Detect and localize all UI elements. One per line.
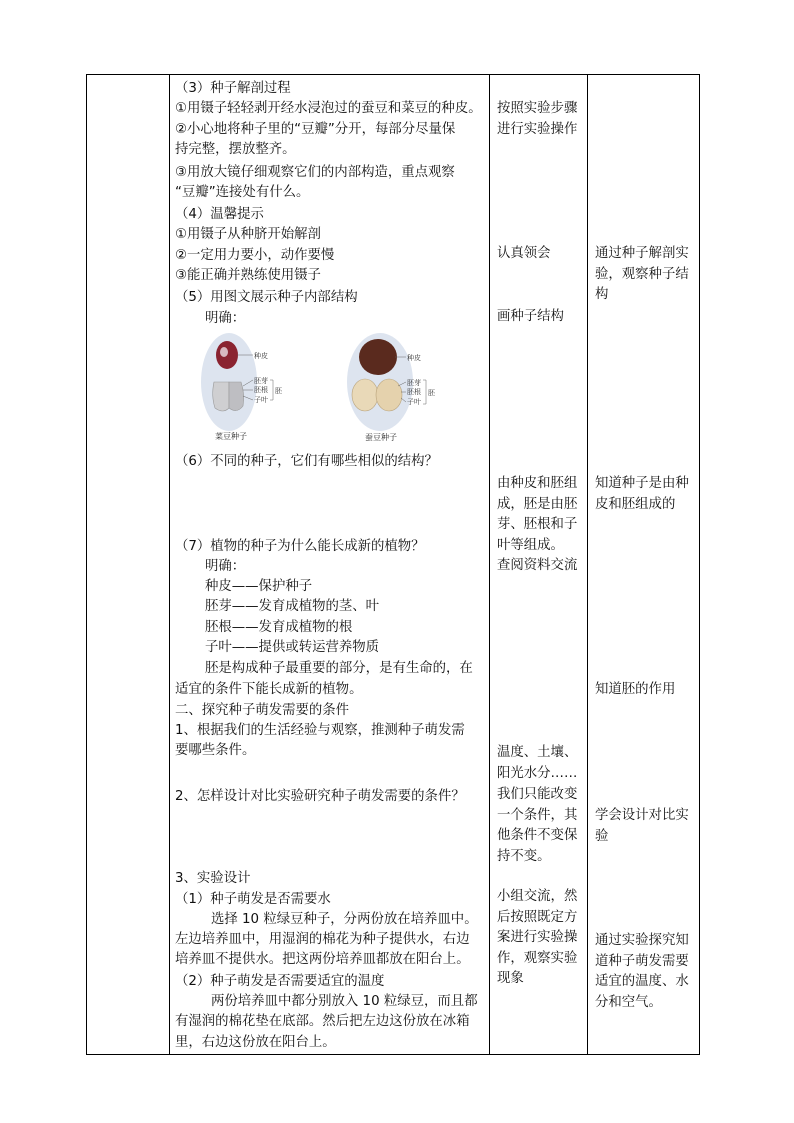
kb-label-embryo: 胚	[275, 387, 282, 395]
kb-caption: 菜豆种子	[215, 432, 247, 441]
bb-label-plumule: 胚芽	[407, 379, 421, 387]
activity-experiment: 按照实验步骤进行实验操作	[497, 101, 578, 137]
step-4-line-3: ③能正确并熟练使用镊子	[175, 268, 321, 283]
step-7-title: （7）植物的种子为什么能长成新的植物？	[175, 539, 425, 554]
activity-group-exchange: 小组交流，然后按照既定方案进行实验操作，观察实验现象	[497, 889, 578, 986]
step-3-title: （3）种子解剖过程	[175, 81, 291, 96]
step-3-line-3a: ③用放大镜仔细观察它们的内部构造，重点观察	[175, 165, 455, 180]
experiment-2-title: （2）种子萌发是否需要适宜的温度	[175, 974, 385, 989]
step-3-line-3b: “豆瓣”连接处有什么。	[175, 185, 310, 200]
step-3-line-1: ①用镊子轻轻剥开经水浸泡过的蚕豆和菜豆的种皮。	[175, 101, 482, 116]
intent-embryo-role: 知道胚的作用	[595, 682, 676, 697]
part-2-q1a: 1、根据我们的生活经验与观察，推测种子萌发需	[175, 723, 465, 738]
column-divider-2	[489, 75, 490, 1054]
step-3-line-2b: 持完整，摆放整齐。	[175, 142, 296, 157]
intent-germination-conditions: 通过实验探究知道种子萌发需要适宜的温度、水分和空气。	[595, 933, 689, 1010]
experiment-2-line-2: 有湿润的棉花垫在底部。然后把左边这份放在冰箱	[175, 1014, 470, 1029]
part-2-q2: 2、怎样设计对比实验研究种子萌发需要的条件？	[175, 789, 465, 804]
step-7-line-5b: 适宜的条件下能长成新的植物。	[175, 682, 363, 697]
bb-caption: 蚕豆种子	[365, 433, 397, 442]
intent-design-experiment: 学会设计对比实验	[595, 808, 689, 844]
part-2-q3: 3、实验设计	[175, 871, 251, 886]
broad-bean-seed-diagram	[343, 330, 453, 445]
kb-label-radicle: 胚根	[254, 386, 268, 394]
step-7-line-4: 子叶——提供或转运营养物质	[205, 640, 380, 655]
step-7-ming: 明确：	[205, 559, 246, 574]
step-5-title: （5）用图文展示种子内部结构	[175, 290, 358, 305]
activity-understand: 认真领会	[497, 246, 551, 261]
column-divider-1	[169, 75, 170, 1054]
part-2-q1b: 要哪些条件。	[175, 743, 256, 758]
experiment-1-line-2: 左边培养皿中，用湿润的棉花为种子提供水，右边	[175, 932, 470, 947]
step-5-ming: 明确：	[205, 311, 246, 326]
activity-conditions-guess: 温度、土壤、阳光水分……	[497, 745, 578, 781]
bb-label-embryo: 胚	[428, 389, 435, 397]
experiment-1-line-3: 培养皿不提供水。把这两份培养皿都放在阳台上。	[175, 952, 470, 967]
activity-research: 查阅资料交流	[497, 558, 578, 573]
bb-label-seedcoat: 种皮	[407, 354, 421, 362]
step-3-line-2a: ②小心地将种子里的“豆瓣”分开，每部分尽量保	[175, 122, 456, 137]
activity-draw-structure: 画种子结构	[497, 309, 564, 324]
experiment-2-line-3: 里，右边这份放在阳台上。	[175, 1035, 336, 1050]
experiment-1-line-1: 选择 10 粒绿豆种子，分两份放在培养皿中。	[211, 912, 478, 927]
bb-label-cotyledon: 子叶	[407, 398, 421, 406]
step-7-line-2: 胚芽——发育成植物的茎、叶	[205, 599, 380, 614]
step-6-title: （6）不同的种子，它们有哪些相似的结构？	[175, 454, 438, 469]
kb-label-plumule: 胚芽	[254, 377, 268, 385]
kb-label-seedcoat: 种皮	[254, 352, 268, 360]
step-4-title: （4）温馨提示	[175, 207, 264, 222]
step-7-line-3: 胚根——发育成植物的根	[205, 620, 353, 635]
step-4-line-1: ①用镊子从种脐开始解剖	[175, 227, 321, 242]
activity-control-variable: 我们只能改变一个条件，其他条件不变保持不变。	[497, 787, 578, 864]
kb-label-cotyledon: 子叶	[254, 396, 268, 404]
activity-seed-composition: 由种皮和胚组成，胚是由胚芽、胚根和子叶等组成。	[497, 476, 578, 553]
bb-label-radicle: 胚根	[407, 388, 421, 396]
step-7-line-5a: 胚是构成种子最重要的部分，是有生命的，在	[205, 661, 473, 676]
intent-observe-structure: 通过种子解剖实验，观察种子结构	[595, 246, 689, 302]
step-7-line-1: 种皮——保护种子	[205, 579, 313, 594]
part-2-title: 二、探究种子萌发需要的条件	[175, 703, 350, 718]
experiment-2-line-1: 两份培养皿中都分别放入 10 粒绿豆，而且都	[211, 994, 478, 1009]
kidney-bean-seed-diagram	[197, 330, 307, 445]
experiment-1-title: （1）种子萌发是否需要水	[175, 892, 331, 907]
intent-seed-composition: 知道种子是由种皮和胚组成的	[595, 476, 689, 512]
lesson-table	[86, 74, 700, 1055]
step-4-line-2: ②一定用力要小，动作要慢	[175, 248, 335, 263]
